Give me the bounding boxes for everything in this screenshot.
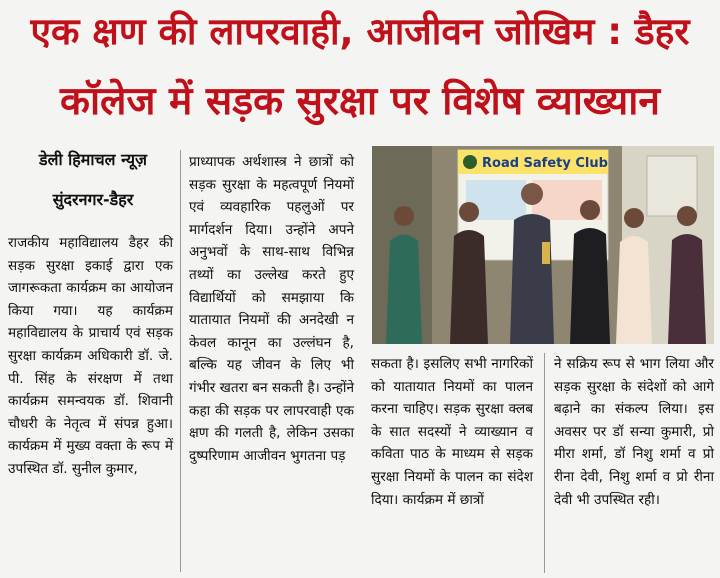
headline-line-1: एक क्षण की लापरवाही, आजीवन जोखिम : डैहर — [30, 10, 690, 53]
column-divider — [544, 353, 545, 573]
group-photo-illustration — [372, 146, 714, 344]
article-column-3 — [371, 353, 533, 511]
article-text: प्राध्यापक अर्थशास्त्र ने छात्रों को सड़क सुरक्षा के महत्वपूर्ण नियमों एवं व्यवहारिक पहलुओं पर मार्गदर्शन दिया। उन्होंने अपने अनुभवों के साथ-साथ विभिन्न तथ्यों का उल्लेख करते हुए विद्यार्थियों को समझाया कि यातायात नियमों की अनदेखी न केवल कानून का उल्लंघन है, बल्कि यह जीवन के लिए भी गंभीर खतरा बन सकती है। उन्होंने कहा की सड़क पर लापरवाही एक क्षण की गलती है, लेकिन उसका दुष्परिणाम आजीवन भुगतना पड़ — [189, 154, 354, 464]
article-column-2 — [189, 151, 354, 467]
article-text: सकता है। इसलिए सभी नागरिकों को यातायात नियमों का पालन करना चाहिए। सड़क सुरक्षा क्लब के सात सदस्यों ने व्याख्यान व कविता पाठ के माध्यम से सड़क सुरक्षा नियमों के पालन का संदेश दिया। कार्यक्रम में छात्रों — [371, 356, 533, 508]
article-text: ने सक्रिय रूप से भाग लिया और सड़क सुरक्षा के संदेशों को आगे बढ़ाने का संकल्प लिया। इस अवसर पर डॉ सन्या कुमारी, प्रो मीरा शर्मा, डॉ निशु शर्मा व प्रो रीना देवी, निशु शर्मा व प्रो रीना देवी भी उपस्थित रही। — [554, 356, 714, 508]
group-photo — [372, 146, 714, 344]
column-divider — [180, 150, 181, 572]
headline-line-2: कॉलेज में सड़क सुरक्षा पर विशेष व्याख्यान — [60, 79, 660, 124]
article-text: राजकीय महाविद्यालय डैहर की सड़क सुरक्षा इकाई द्वारा एक जागरूकता कार्यक्रम का आयोजन किया गया। यह कार्यक्रम महाविद्यालय के प्राचार्य एवं सड़क सुरक्षा कार्यक्रम अधिकारी डॉ. जे. पी. सिंह के संरक्षण में तथा कार्यक्रम समन्वयक डॉ. शिवानी चौधरी के नेतृत्व में संपन्न हुआ। कार्यक्रम में मुख्य वक्ता के रूप में उपस्थित डॉ. सुनील कुमार, — [8, 235, 173, 477]
article-column-1 — [8, 232, 173, 481]
byline-place: सुंदरनगर-डैहर — [52, 190, 134, 209]
article-column-4 — [554, 353, 714, 511]
banner-title: Road Safety Club — [482, 156, 608, 171]
byline-source: डेली हिमाचल न्यूज़ — [39, 150, 147, 169]
